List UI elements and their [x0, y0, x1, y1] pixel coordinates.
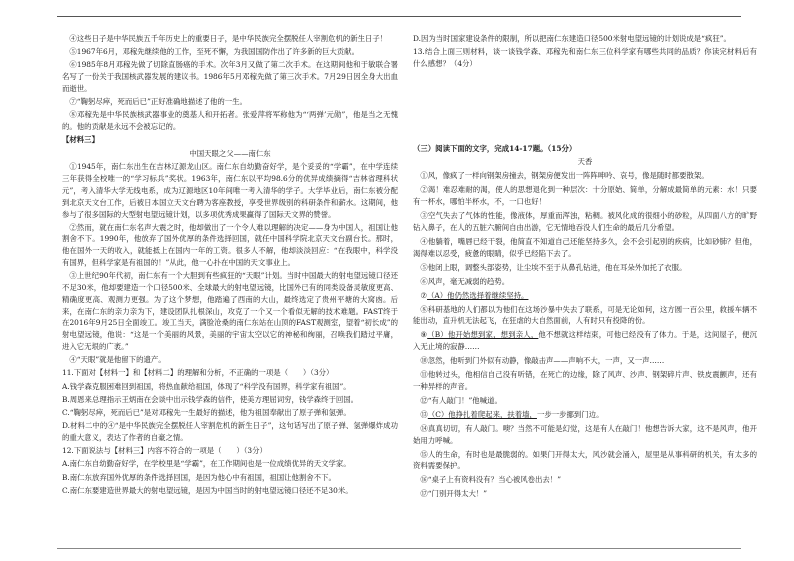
question-11-option-c: C.“鞠躬尽瘁，死而后已”是对邓稼先一生最好的描述，他为祖国奉献出了原子弹和氢弹。: [62, 407, 351, 417]
paragraph: ⑤他闭上眼，调整头部姿势，让尘埃不至于从鼻孔钻进，他在耳朵外加托了衣服。: [420, 262, 687, 272]
paragraph: ②渴！难忍难耐的渴，使人的思想退化到一种层次：十分原始、简单，分解成最简单的元素：水！只要有一杯水，哪怕半杯水，不，一口也好！: [413, 185, 757, 207]
question-11-option-d: D.材料二中的④“是中华民族完全摆脱任人宰割危机的新生日子”，这句话写出了原子弹、氢弹爆炸成功的重大意义，表达了作者的自豪之情。: [62, 421, 398, 442]
question-12-option-c: C.南仁东要建造世界最大的射电望远镜，是因为中国当时的射电望远镜口径还不足30米。: [62, 485, 353, 495]
question-12-option-a: A.南仁东自幼勤奋好学，在学校里是“学霸”，在工作期间也是一位成绩优异的天文学家。: [62, 459, 351, 469]
paragraph: ③上世纪90年代初，南仁东有一个大胆到有些疯狂的“天眼”计划。当时中国最大的射电望远镜口径还不足30米，他却要建造一个口径500米、全球最大的射电望远镜，比国外已有的同类设备灵敏度更高、精确度更高、观测力更强。为了这个梦想，他踏遍了西南的大山，最终选定了贵州平塘的大窝凼。后来，在南仁东的亲力亲为下，建设团队扎根深山，攻克了一个又一个看似无解的技术难题。FAST终于在2016年9月25日全面竣工。竣工当天，满脸沧桑的南仁东站在山顶的FAST观测室，望着“初长成”的射电望远镜，他说：“这是一个美丽的风景，美丽的宇宙太空以它的神秘和绚丽，召唤我们踏过平庸，进入它无垠的广袤。”: [62, 271, 398, 352]
material-label: 【材料三】: [62, 135, 99, 145]
question-12-option-d: D.因为当时国家建设条件的限制，所以把南仁东建造口径500米射电望远镜的计划说成是“疯狂”。: [413, 34, 731, 43]
left-column: [62, 33, 398, 498]
paragraph: ④“天眼”就是他留下的遗产。: [69, 355, 166, 365]
underlined-sentence-b: （B）他开始想到家，想到亲人，: [427, 330, 539, 340]
paragraph-rest: 一步一步挪到门边。: [536, 409, 604, 419]
underlined-sentence-a: （A）他仍然选择着继续坚持。: [427, 290, 529, 300]
paragraph: ③空气失去了气体的性能，像液体，厚重而浑浊，粘稠。被风化成的很细小的砂粒，从四面八方的旷野钻入鼻子，在人的五脏六腑间自由出游，它无情地吞没人们生命的最后几分希望。: [413, 211, 757, 232]
paragraph: ⑥风声，毫无减弱的趋势。: [420, 276, 510, 286]
paragraph: ⑮人的生命，有时也是最脆弱的。如果门开得太大，风沙就会涌入，屋里是从事科研的机关，有太多的资料需要保护。: [413, 449, 757, 471]
story-title: 天香: [577, 157, 593, 167]
question-11-option-b: B.周恩来总理指示王炳南在会谈中出示钱学森的信件，使美方理屈词穷，钱学森终于回国。: [62, 394, 359, 404]
question-12-option-b: B.南仁东放弃国外优厚的条件选择回国，是因为他心中有祖国，祖国让他割舍不下。: [62, 472, 336, 482]
paragraph: ⑫“有人敲门！”他喊道。: [420, 395, 502, 405]
question-11-stem: 11.下面对【材料一】和【材料二】的理解和分析，不正确的一项是（ ）（3分）: [62, 368, 334, 378]
paragraph: [413, 329, 757, 353]
question-11-option-a: A.钱学森克服困难回到祖国，将热血献给祖国，体现了“科学没有国界，科学家有祖国”。: [62, 381, 351, 391]
underlined-sentence-c: （C）他挣扎着爬起来，扶着墙，: [427, 409, 537, 419]
header-rule: [57, 16, 741, 17]
footer-rule: [57, 548, 741, 549]
paragraph: ⑯“桌子上有资料没有？当心被风卷出去！”: [420, 475, 561, 485]
paragraph: [413, 409, 757, 421]
story-text: [413, 170, 757, 500]
paragraph: [413, 290, 757, 302]
paragraph-number: ⑬: [420, 409, 428, 419]
paragraph-rest: 他不想就这样结束，可他已经没有了体力。于是，这间屋子，便沉入无止境的寂静……: [413, 330, 757, 352]
question-13: 13.结合上面三则材料，谈一谈钱学森、邓稼先和南仁东三位科学家有哪些共同的品质？你读完材料后有什么感想？（4分）: [413, 47, 757, 68]
paragraph: ⑭真真切切，有人敲门。噢？当然不可能是幻觉，这是有人在敲门！他想告诉大家，这不是风声，他开始用力呼喊。: [413, 423, 757, 445]
paragraph: ①1945年，南仁东出生在吉林辽源龙山区。南仁东自幼勤奋好学，是个妥妥的“学霸”，在中学连续三年获得全校唯一的“学习标兵”奖状。1963年，南仁东以平均98.6分的优异成绩摘得“吉林省理科状元”，考入清华大学无线电系，成为辽源地区10年间唯一考入清华的学子。大学毕业后，南仁东被分配到北京天文台工作，后被日本国立天文台聘为客座教授，享受世界级别的科研条件和薪水。这期间，他参与了很多国际的大型射电望远镜计划，以多项优秀成果赢得了国际天文界的赞誉。: [62, 162, 398, 219]
paragraph: ④他躺着，嘴唇已经干裂，他简直不知道自己还能坚持多久，会不会引起别的疾病，比如砂肺？但他，渴得难以忍受，疲惫的眼睛，似乎已经陷下去了。: [413, 236, 757, 258]
paragraph: ⑪他转过头，他相信自己没有听错，在死亡的边缘，除了风声、沙声、钢架碎片声、铁皮震颤声，还有一种异样的声音。: [413, 370, 757, 391]
paragraph: ⑤1967年6月，邓稼先继续他的工作，至死不懈，为我国国防作出了许多新的巨大贡献。: [69, 47, 359, 57]
paragraph: ⑰“门别开得太大！”: [420, 489, 488, 499]
paragraph: ⑦“鞠躬尽瘁，死而后已”正好准确地描述了他的一生。: [69, 97, 247, 107]
paragraph: ④这些日子是中华民族五千年历史上的重要日子，是中华民族完全摆脱任人宰割危机的新生日子！: [69, 34, 388, 43]
section-heading: （三）阅读下面的文字，完成14-17题。（15分）: [413, 144, 577, 154]
paragraph-number: ⑦: [420, 290, 428, 300]
paragraph: ⑥1985年8月邓稼先做了切除直肠癌的手术。次年3月又做了第二次手术。在这期间他和于敏联合署名写了一份关于我国核武器发展的建议书。1986年5月邓稼先做了第三次手术。7月29日因全身大出血而逝世。: [62, 60, 398, 93]
paragraph: ⑩忽然，他听到门外似有动静，像敲击声——声响不大，一声，又一声……: [420, 356, 665, 366]
paragraph: ①风，像疯了一样向钢架房撞去，钢架房便发出一阵阵呻吟、哀号，像是随时都要散架。: [420, 171, 709, 181]
answer-space: [413, 71, 757, 143]
right-column: [413, 33, 757, 502]
paragraph: ②然而，就在南仁东名声大震之时，他却做出了一个令人难以理解的决定——身为中国人，祖国让他割舍不下。1990年，他放弃了国外优厚的条件选择回国，就任中国科学院北京天文台副台长。那时，他在国外一天的收入，就能抵上在国内一年的工资。很多人不解，他却淡淡回应：“在我眼中，科学没有国界，但科学家是有祖国的！”从此，他一心扑在中国的天文事业上。: [62, 222, 398, 268]
material-title: 中国天眼之父——南仁东: [189, 148, 271, 158]
paragraph-number: ⑨: [420, 330, 428, 340]
paragraph: ⑧邓稼先是中华民族核武器事业的奠基人和开拓者。张爱萍将军称他为“‘两弹’元勋”，他是当之无愧的。他的贡献是永远不会被忘记的。: [62, 110, 398, 132]
paragraph: ⑧科研基地的人们都以为他们在这场沙暴中失去了联系，可是无论如何，这方圆一百公里，救援车辆不能出动，直升机无法起飞，在狂虐的大自然面前，人有时只有投降的份。: [413, 304, 757, 326]
question-12-stem: 12.下面说法与【材料三】内容不符合的一项是（ ）（3分）: [62, 446, 267, 456]
